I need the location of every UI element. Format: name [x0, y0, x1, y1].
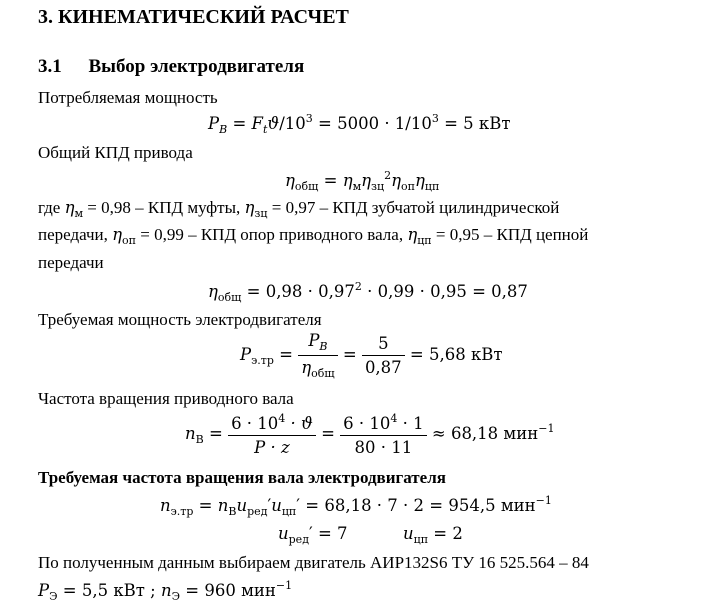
- consumed-power-formula: $P_B = F_tϑ/10^3 = 5000 \cdot 1/10^3 = 5$ кВт: [208, 112, 511, 136]
- subsection-heading: [38, 56, 304, 78]
- gear-ratio-ured: $u_{ред}' = 7$: [278, 524, 348, 546]
- gear-ratio-ucp: $u_{цп} = 2$: [403, 524, 463, 546]
- drive-speed-label: Частота вращения приводного вала: [38, 389, 294, 408]
- motor-speed-formula: $n_{э.тр} = n_Bu_{ред}'u_{цп}' = 68,18 \cdot 7 \cdot 2 = 954,5$ мин$^{-1}$: [160, 494, 552, 518]
- where-line-1: где $\eta_м = 0,98$ – КПД муфты, $\eta_{зц} = 0,97$ – КПД зубчатой цилиндрической: [38, 198, 560, 220]
- total-efficiency-formula: $\eta_{общ} = \eta_м\eta_{зц}^2\eta_{оп}\eta_{цп}$: [285, 169, 440, 193]
- motor-selection-text: По полученным данным выбираем двигатель АИР132S6 ТУ 16 525.564 – 84: [38, 553, 589, 572]
- subsection-title: Выбор электродвигателя: [88, 56, 305, 77]
- drive-speed-formula: $n_B$ = $\frac{6 \cdot 10^4 \cdot ϑ}{P \cdot z}$ = $\frac{6 \cdot 10^4 \cdot 1}{80 \cdot 11}$ ≈ 68,18 мин$^{-1}$: [185, 412, 555, 457]
- efficiency-calculation: $\eta_{общ} = 0,98 \cdot 0,97^2 \cdot 0,99 \cdot 0,95 = 0,87$: [208, 280, 528, 304]
- total-efficiency-label: Общий КПД привода: [38, 143, 193, 162]
- subsection-number: 3.1: [38, 56, 62, 77]
- consumed-power-label: Потребляемая мощность: [38, 88, 218, 107]
- section-title: 3. КИНЕМАТИЧЕСКИЙ РАСЧЕТ: [38, 6, 349, 28]
- where-line-3: передачи: [38, 253, 104, 272]
- motor-selection-params: $P_Э = 5,5$ кВт ; $n_Э = 960$ мин$^{-1}$: [38, 579, 293, 603]
- motor-speed-label: Требуемая частота вращения вала электродвигателя: [38, 468, 446, 487]
- where-line-2: передачи, $\eta_{оп} = 0,99$ – КПД опор приводного вала, $\eta_{цп} = 0,95$ – КПД цепной: [38, 225, 589, 247]
- required-power-label: Требуемая мощность электродвигателя: [38, 310, 322, 329]
- required-power-formula: $P_{э.тр}$ = $\frac{P_B}{\eta_{общ}}$ = $\frac{5}{0,87}$ = 5,68 кВт: [240, 331, 503, 380]
